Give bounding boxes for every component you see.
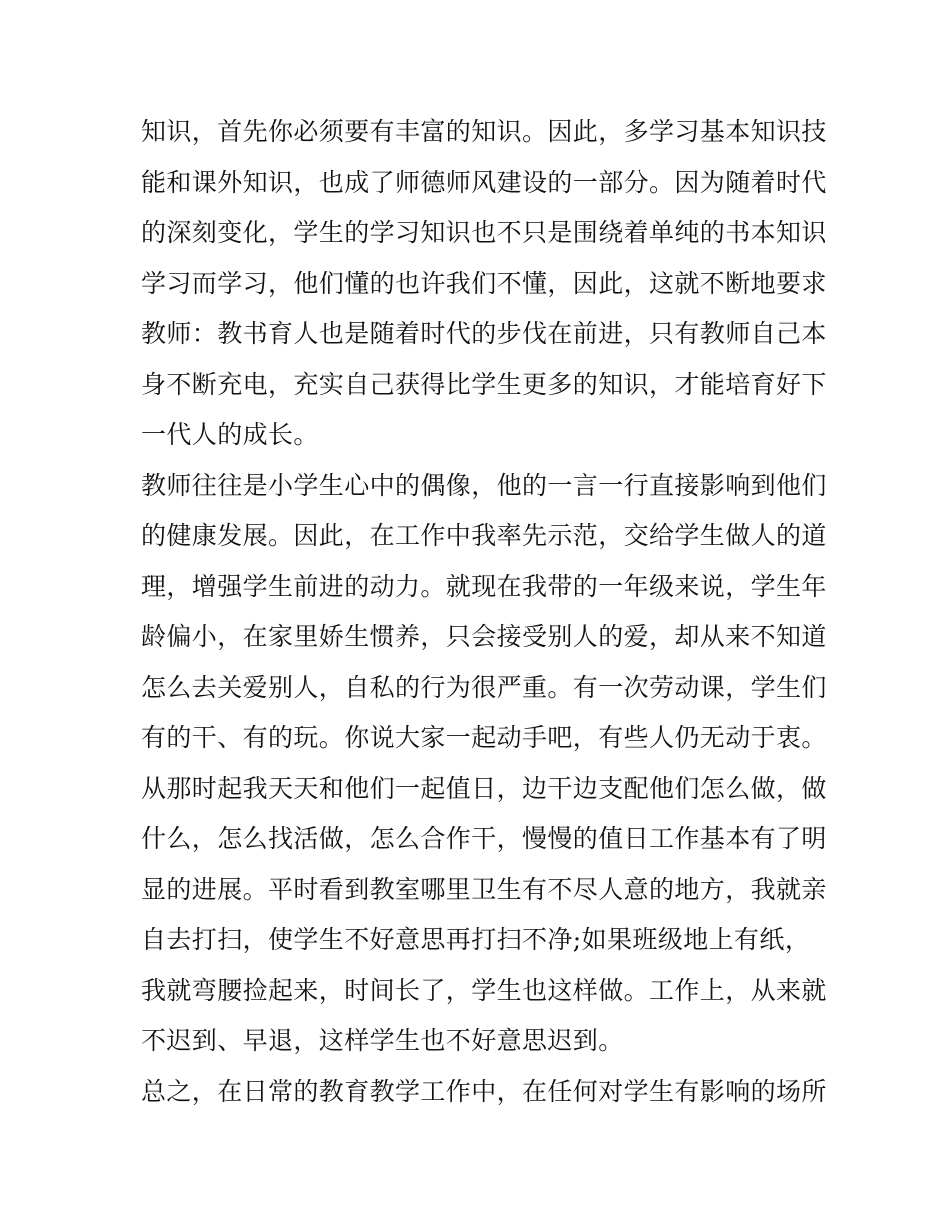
text-line: 身不断充电，充实自己获得比学生更多的知识，才能培育好下 (141, 369, 827, 399)
text-line: 的健康发展。因此，在工作中我率先示范，交给学生做人的道 (141, 521, 827, 550)
text-line: 总之，在日常的教育教学工作中，在任何对学生有影响的场所 (141, 1076, 827, 1106)
text-line: 学习而学习，他们懂的也许我们不懂，因此，这就不断地要求 (141, 268, 827, 298)
text-line: 不迟到、早退，这样学生也不好意思迟到。 (141, 1026, 624, 1055)
text-line: 自去打扫，使学生不好意思再打扫不净;如果班级地上有纸， (141, 925, 811, 954)
text-line: 怎么去关爱别人，自私的行为很严重。有一次劳动课，学生们 (141, 672, 827, 702)
text-line: 龄偏小，在家里娇生惯养，只会接受别人的爱，却从来不知道 (141, 622, 827, 651)
text-line: 从那时起我天天和他们一起值日，边干边支配他们怎么做，做 (141, 773, 827, 803)
body-text (141, 107, 827, 1117)
text-line: 显的进展。平时看到教室哪里卫生有不尽人意的地方，我就亲 (141, 874, 827, 904)
text-line: 我就弯腰捡起来，时间长了，学生也这样做。工作上，从来就 (141, 975, 827, 1005)
text-line: 的深刻变化，学生的学习知识也不只是围绕着单纯的书本知识 (141, 218, 827, 247)
text-line: 能和课外知识，也成了师德师风建设的一部分。因为随着时代 (141, 167, 827, 197)
text-line: 知识，首先你必须要有丰富的知识。因此，多学习基本知识技 (141, 117, 827, 146)
text-line: 有的干、有的玩。你说大家一起动手吧，有些人仍无动于衷。 (141, 723, 827, 752)
text-line: 什么，怎么找活做，怎么合作干，慢慢的值日工作基本有了明 (141, 824, 827, 853)
text-line: 教师往往是小学生心中的偶像，他的一言一行直接影响到他们 (141, 470, 827, 500)
text-line: 教师：教书育人也是随着时代的步伐在前进，只有教师自己本 (141, 319, 827, 348)
text-line: 一代人的成长。 (141, 420, 319, 449)
text-line: 理，增强学生前进的动力。就现在我带的一年级来说，学生年 (141, 571, 827, 601)
